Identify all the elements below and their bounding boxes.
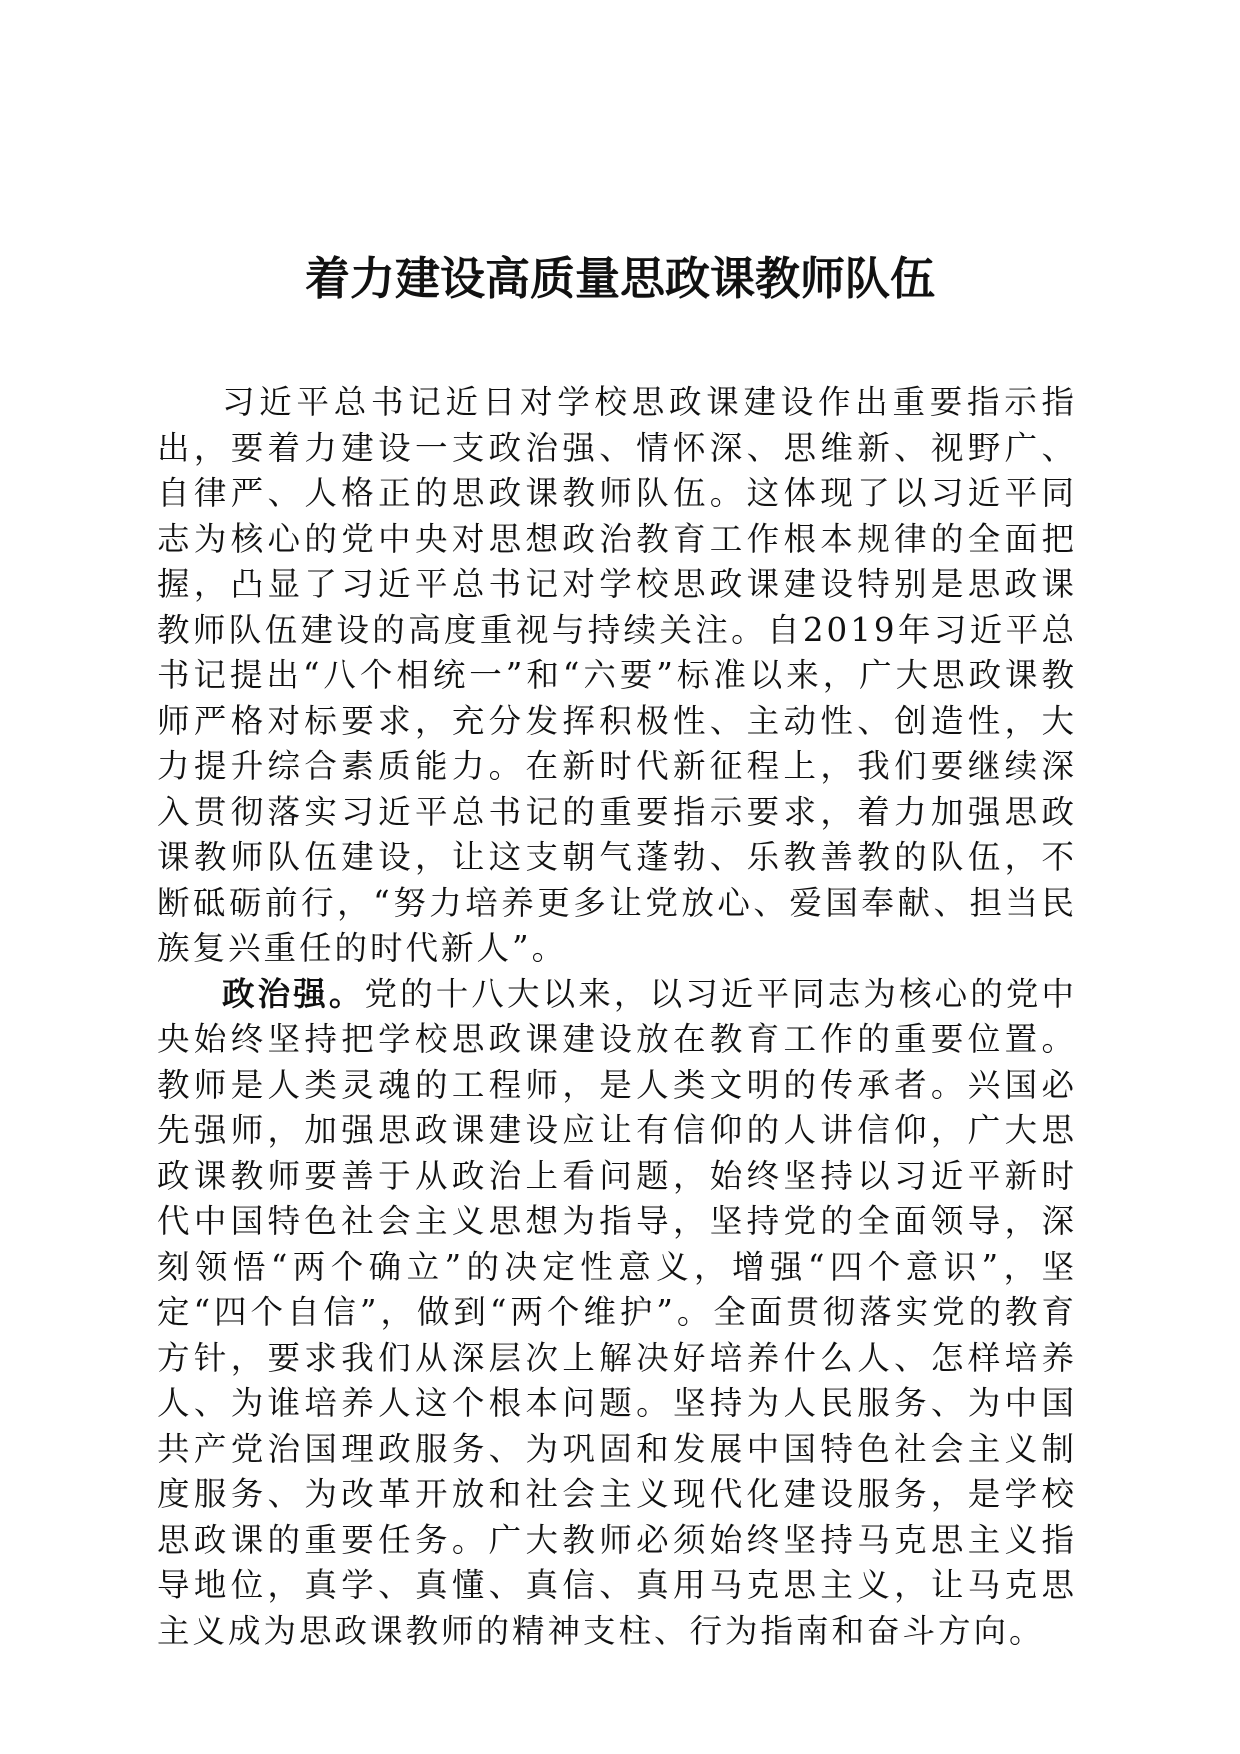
paragraph-political-lead: 政治强。 (222, 974, 365, 1013)
paragraph-intro-text: 习近平总书记近日对学校思政课建设作出重要指示指出，要着力建设一支政治强、情怀深、思维新、视野广、自律严、人格正的思政课教师队伍。这体现了以习近平同志为核心的党中央对思想政治教育工作根本规律的全面把握，凸显了习近平总书记对学校思政课建设特别是思政课教师队伍建设的高度重视与持续关注。自2019年习近平总书记提出“八个相统一”和“六要”标准以来，广大思政课教师严格对标要求，充分发挥积极性、主动性、创造性，大力提升综合素质能力。在新时代新征程上，我们要继续深入贯彻落实习近平总书记的重要指示要求，着力加强思政课教师队伍建设，让这支朝气蓬勃、乐教善教的队伍，不断砥砺前行，“努力培养更多让党放心、爱国奉献、担当民族复兴重任的时代新人”。 (157, 383, 1077, 967)
paragraph-political (157, 972, 1077, 1655)
document-body (157, 380, 1077, 1654)
document-title: 着力建设高质量思政课教师队伍 (304, 252, 935, 305)
paragraph-intro (157, 380, 1077, 972)
paragraph-political-text: 党的十八大以来，以习近平同志为核心的党中央始终坚持把学校思政课建设放在教育工作的重要位置。教师是人类灵魂的工程师，是人类文明的传承者。兴国必先强师，加强思政课建设应让有信仰的人讲信仰，广大思政课教师要善于从政治上看问题，始终坚持以习近平新时代中国特色社会主义思想为指导，坚持党的全面领导，深刻领悟“两个确立”的决定性意义，增强“四个意识”，坚定“四个自信”，做到“两个维护”。全面贯彻落实党的教育方针，要求我们从深层次上解决好培养什么人、怎样培养人、为谁培养人这个根本问题。坚持为人民服务、为中国共产党治国理政服务、为巩固和发展中国特色社会主义制度服务、为改革开放和社会主义现代化建设服务，是学校思政课的重要任务。广大教师必须始终坚持马克思主义指导地位，真学、真懂、真信、真用马克思主义，让马克思主义成为思政课教师的精神支柱、行为指南和奋斗方向。 (157, 974, 1077, 1650)
